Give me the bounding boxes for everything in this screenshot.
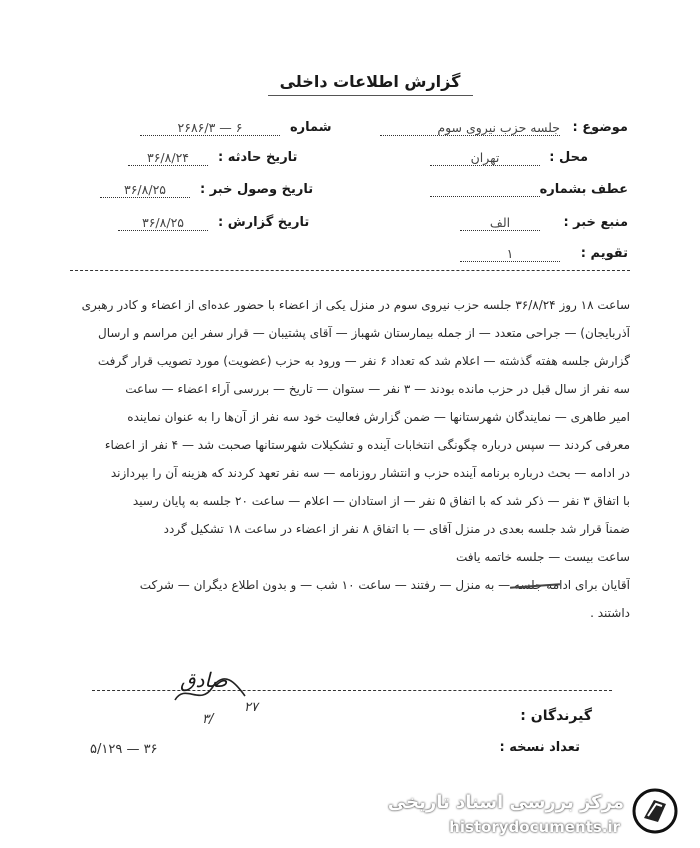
evaluation-label: تقویم :	[580, 246, 628, 261]
archive-website: historydocuments.ir	[449, 818, 620, 836]
body-line: ضمناً قرار شد جلسه بعدی در منزل آقای — با اتفاق ۸ نفر از اعضاء در ساعت ۱۸ تشکیل گردد	[163, 522, 630, 536]
copies-label: تعداد نسخه :	[499, 740, 580, 755]
recipients-label: گیرندگان :	[520, 708, 592, 724]
reference-label: عطف بشماره	[539, 182, 628, 197]
event-date-label: تاریخ حادثه :	[218, 150, 298, 165]
number-value: ۲۶۸۶/۳ — ۶	[140, 120, 280, 136]
body-line: در ادامه — بحث درباره برنامه آینده حزب و انتشار روزنامه — سه نفر تعهد کردند که هزینه آن را بپردازند	[110, 466, 630, 480]
header-separator	[70, 270, 630, 271]
report-date-value: ۳۶/۸/۲۵	[118, 215, 208, 231]
place-label: محل :	[549, 150, 588, 165]
title-underline	[268, 95, 473, 96]
page-title: گزارش اطلاعات داخلی	[279, 72, 461, 91]
evaluation-value: ۱	[460, 246, 560, 262]
event-date-value: ۳۶/۸/۲۴	[128, 150, 208, 166]
place-value: تهران	[430, 150, 540, 166]
report-date-label: تاریخ گزارش :	[218, 215, 310, 230]
body-line: گزارش جلسه هفته گذشته — اعلام شد که تعداد ۶ نفر — ورود به حزب (عضویت) مورد تصویب قرار گرفت	[97, 354, 630, 368]
body-line: معرفی کردند — سپس درباره چگونگی انتخابات آینده و تشکیلات شهرستانها صحبت شد — ۴ نفر از اعضاء	[104, 438, 630, 452]
body-line: آقایان برای ادامه جلسه — به منزل — رفتند — ساعت ۱۰ شب — و بدون اطلاع دیگران — شرکت	[139, 578, 630, 592]
signature-flourish	[170, 678, 250, 712]
signature: صادق	[180, 668, 228, 692]
body-line: ساعت بیست — جلسه خاتمه یافت	[455, 550, 630, 564]
subject-value: جلسه حزب نیروی سوم	[380, 120, 560, 136]
body-line: با اتفاق ۳ نفر — ذکر شد که با اتفاق ۵ نفر — از استادان — اعلام — ساعت ۲۰ جلسه به پایان رسید	[132, 494, 630, 508]
body-line: سه نفر از سال قبل در حزب مانده بودند — ۳ نفر — ستوان — تاریخ — بررسی آراء اعضاء — ساعت	[125, 382, 630, 396]
source-value: الف	[460, 215, 540, 231]
number-label: شماره	[290, 120, 332, 135]
archive-logo-icon	[632, 788, 678, 834]
body-line: امیر طاهری — نمایندگان شهرستانها — ضمن گزارش فعالیت خود سه نفر از آن‌ها را به عنوان نماینده	[127, 410, 630, 424]
receipt-date-label: تاریخ وصول خبر :	[200, 182, 314, 197]
subject-label: موضوع :	[572, 120, 628, 135]
archive-org-name: مرکز بررسی اسناد تاریخی	[387, 792, 624, 813]
source-label: منبع خبر :	[563, 215, 628, 230]
body-line: آذربایجان) — جراحی متعدد — از جمله بیمارستان شهباز — آقای پشتیبان — قرار سفر این مراسم و ارسال	[98, 326, 630, 340]
signature-mark-2: ۳/	[202, 712, 214, 727]
body-line: داشتند .	[590, 606, 630, 620]
signature-mark: ۲۷	[244, 700, 258, 715]
reference-dotted-line	[430, 196, 540, 197]
body-line: ساعت ۱۸ روز ۳۶/۸/۲۴ جلسه حزب نیروی سوم در منزل یکی از اعضاء با حضور عده‌ای از اعضاء و کادر رهبری	[81, 298, 630, 312]
document-number: ۵/۱۲۹ — ۳۶	[90, 742, 158, 757]
receipt-date-value: ۳۶/۸/۲۵	[100, 182, 190, 198]
